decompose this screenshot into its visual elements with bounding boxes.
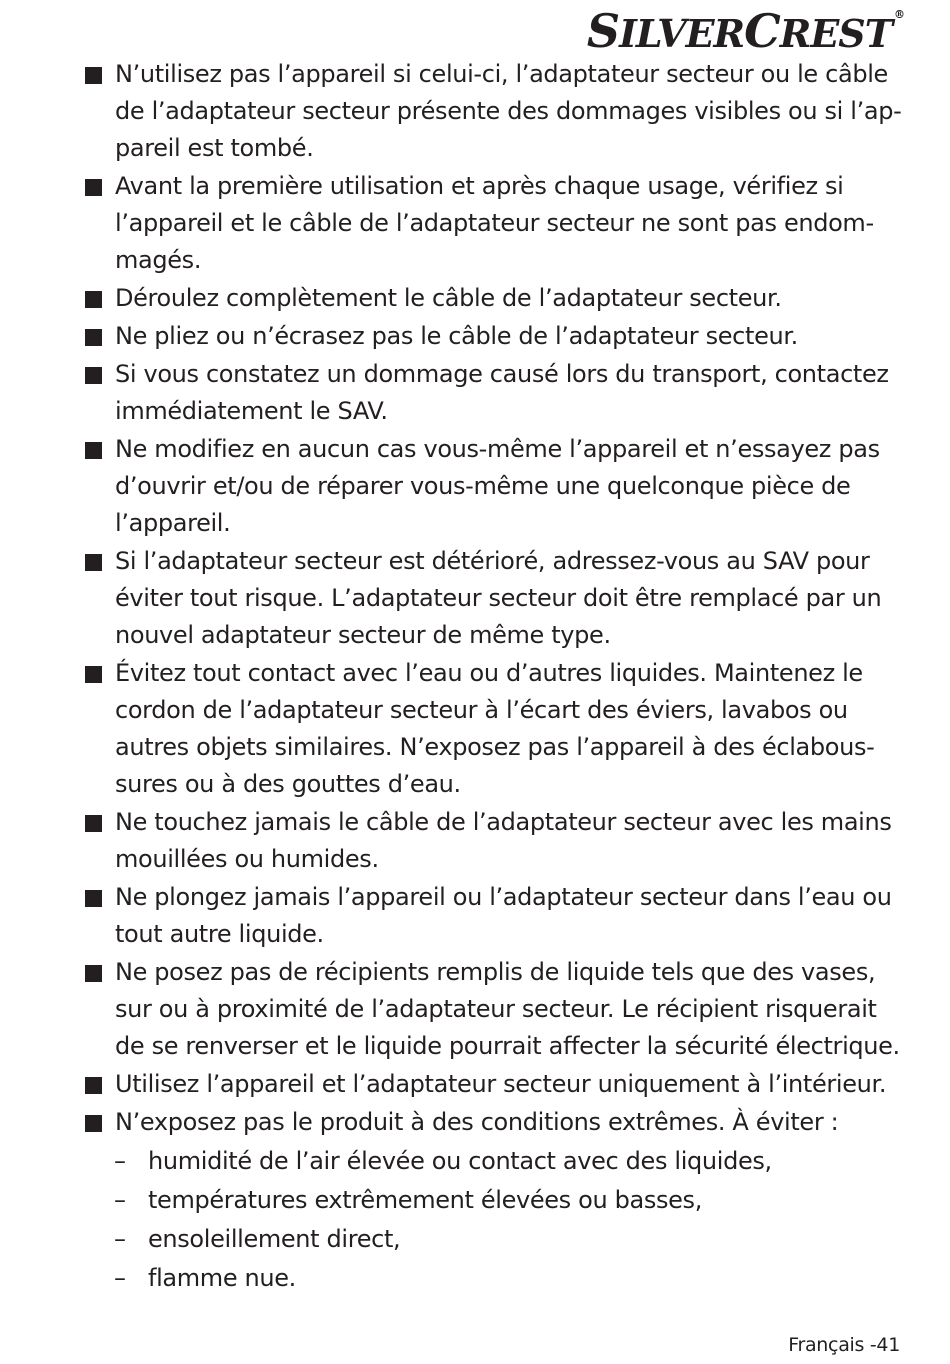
square-bullet-icon bbox=[85, 965, 102, 982]
dash-bullet: – bbox=[114, 1225, 126, 1253]
bullet-item bbox=[84, 431, 904, 542]
square-bullet-icon bbox=[85, 666, 102, 683]
bullet-item bbox=[84, 356, 904, 430]
page-footer: Français -41 bbox=[788, 1334, 900, 1356]
square-bullet-icon bbox=[85, 554, 102, 571]
bullet-item bbox=[84, 655, 904, 803]
brand-logo bbox=[587, 4, 904, 58]
square-bullet-icon bbox=[85, 367, 102, 384]
square-bullet-icon bbox=[85, 1077, 102, 1094]
registered-mark: ® bbox=[894, 8, 904, 21]
bullet-text: Si l’adaptateur secteur est détérioré, adressez-vous au SAV pour éviter tout risque. L’adaptateur secteur doit être remplacé par un nouvel adaptateur secteur de même type. bbox=[115, 547, 882, 649]
sub-item-text: humidité de l’air élevée ou contact avec des liquides, bbox=[148, 1147, 772, 1175]
dash-bullet: – bbox=[114, 1264, 126, 1292]
sub-item-text: températures extrêmement élevées ou basses, bbox=[148, 1186, 702, 1214]
bullet-item bbox=[84, 1066, 904, 1103]
bullet-item bbox=[84, 168, 904, 279]
bullet-item bbox=[84, 879, 904, 953]
sub-item-text: flamme nue. bbox=[148, 1264, 296, 1292]
square-bullet-icon bbox=[85, 890, 102, 907]
sub-list-item bbox=[84, 1142, 904, 1181]
bullet-text: Avant la première utilisation et après chaque usage, vérifiez si l’appareil et le câble de l’adaptateur secteur ne sont pas endom-magés. bbox=[115, 172, 874, 274]
safety-instructions bbox=[84, 56, 904, 1298]
bullet-item bbox=[84, 804, 904, 878]
bullet-text: Ne modifiez en aucun cas vous-même l’appareil et n’essayez pas d’ouvrir et/ou de réparer vous-même une quelconque pièce de l’appareil. bbox=[115, 435, 880, 537]
bullet-text: Si vous constatez un dommage causé lors du transport, contactez immédiatement le SAV. bbox=[115, 360, 889, 425]
square-bullet-icon bbox=[85, 442, 102, 459]
square-bullet-icon bbox=[85, 67, 102, 84]
brand-text: REST bbox=[779, 11, 892, 56]
square-bullet-icon bbox=[85, 329, 102, 346]
bullet-item bbox=[84, 280, 904, 317]
bullet-text: Ne pliez ou n’écrasez pas le câble de l’adaptateur secteur. bbox=[115, 322, 798, 350]
bullet-text: N’utilisez pas l’appareil si celui-ci, l’adaptateur secteur ou le câble de l’adaptateur secteur présente des dommages visibles ou si l’ap-pareil est tombé. bbox=[115, 60, 902, 162]
dash-bullet: – bbox=[114, 1186, 126, 1214]
bullet-text: Utilisez l’appareil et l’adaptateur secteur uniquement à l’intérieur. bbox=[115, 1070, 887, 1098]
sub-item-text: ensoleillement direct, bbox=[148, 1225, 401, 1253]
bullet-item bbox=[84, 543, 904, 654]
sub-list-item bbox=[84, 1259, 904, 1298]
bullet-item bbox=[84, 56, 904, 167]
sub-list-item bbox=[84, 1181, 904, 1220]
square-bullet-icon bbox=[85, 1115, 102, 1132]
brand-letter: C bbox=[744, 4, 780, 58]
brand-letter: S bbox=[586, 4, 620, 58]
dash-bullet: – bbox=[114, 1147, 126, 1175]
bullet-text: Évitez tout contact avec l’eau ou d’autres liquides. Maintenez le cordon de l’adaptateur secteur à l’écart des éviers, lavabos ou autres objets similaires. N’exposez pas l’appareil à des éclabous-sures ou à des gouttes d’eau. bbox=[115, 659, 875, 798]
bullet-text: Ne touchez jamais le câble de l’adaptateur secteur avec les mains mouillées ou humides. bbox=[115, 808, 892, 873]
square-bullet-icon bbox=[85, 815, 102, 832]
bullet-text: Ne plongez jamais l’appareil ou l’adaptateur secteur dans l’eau ou tout autre liquide. bbox=[115, 883, 892, 948]
sub-list-item bbox=[84, 1220, 904, 1259]
bullet-item bbox=[84, 954, 904, 1065]
bullet-item bbox=[84, 318, 904, 355]
square-bullet-icon bbox=[85, 291, 102, 308]
bullet-text: Ne posez pas de récipients remplis de liquide tels que des vases, sur ou à proximité de l’adaptateur secteur. Le récipient risquerait de se renverser et le liquide pourrait affecter la sécurité électrique. bbox=[115, 958, 900, 1060]
brand-text: ILVER bbox=[619, 11, 745, 56]
bullet-text: N’exposez pas le produit à des conditions extrêmes. À éviter : bbox=[115, 1108, 839, 1136]
bullet-item bbox=[84, 1104, 904, 1141]
bullet-text: Déroulez complètement le câble de l’adaptateur secteur. bbox=[115, 284, 782, 312]
square-bullet-icon bbox=[85, 179, 102, 196]
